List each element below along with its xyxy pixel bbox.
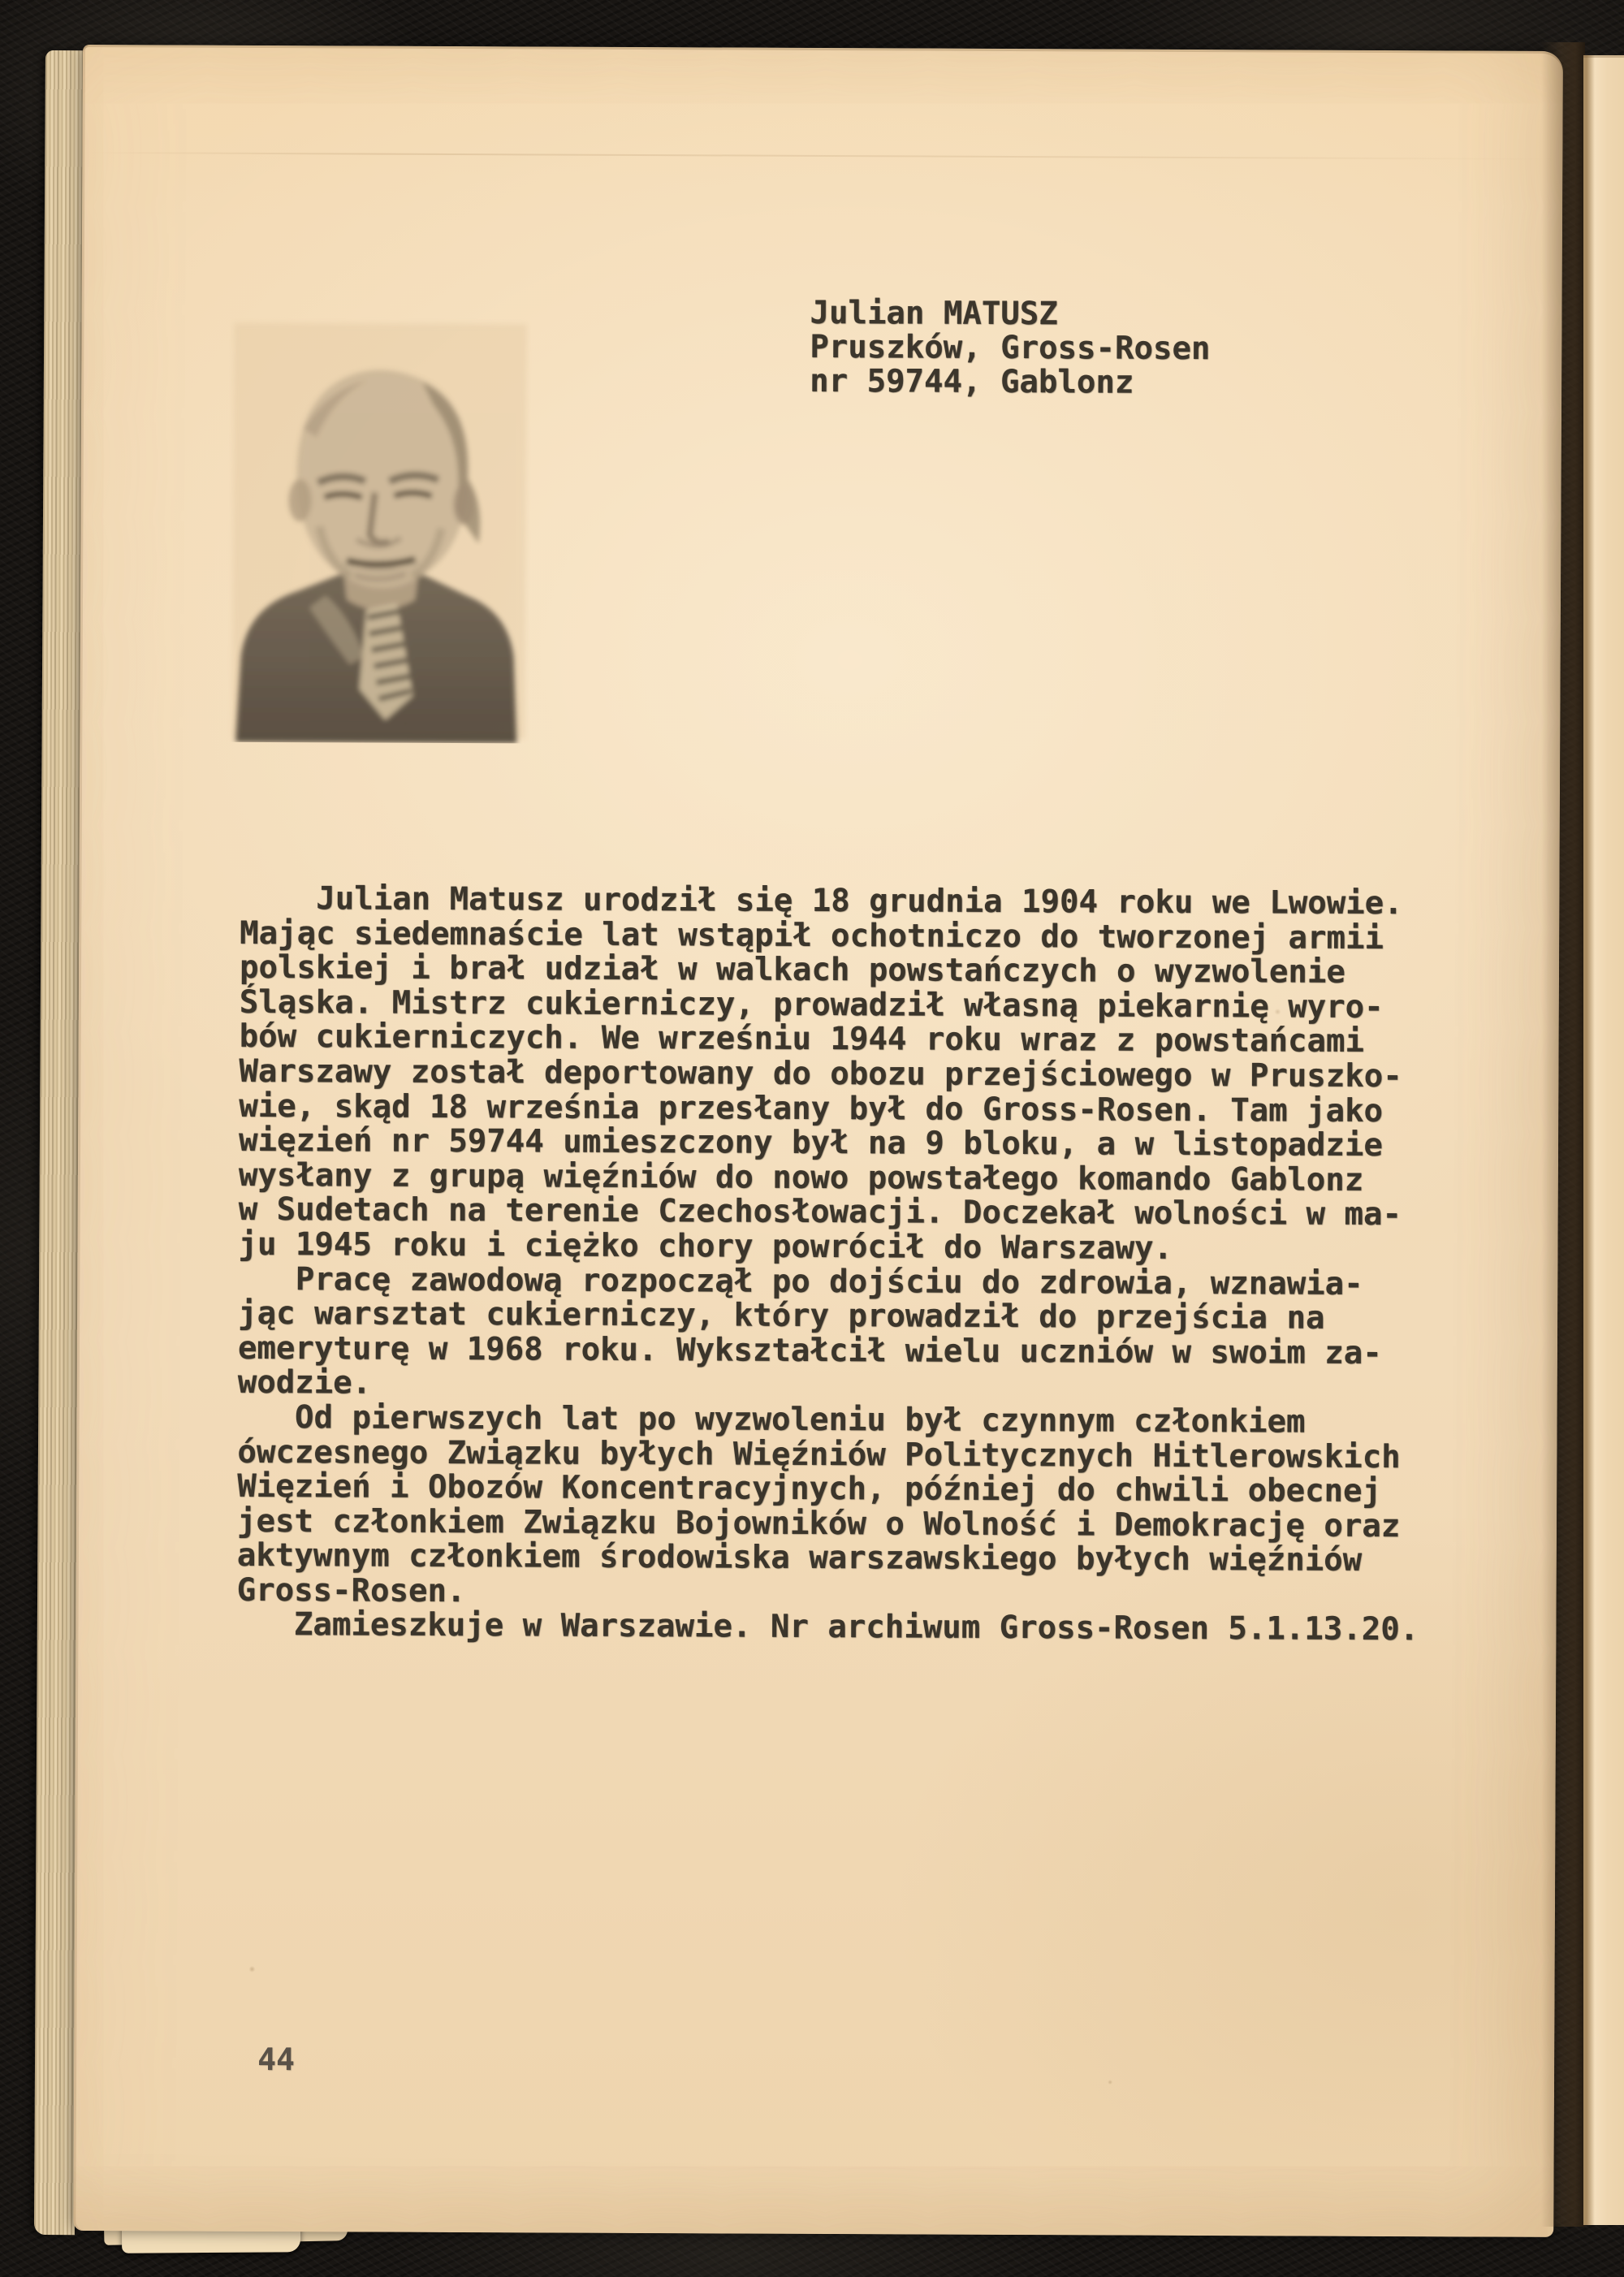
next-page-sliver — [1583, 55, 1624, 2225]
biography-text: Julian Matusz urodził się 18 grudnia 1904 roku we Lwowie. Mając siedemnaście lat wstąpił ochotniczo do tworzonej armii polskiej i brał udział w walkach powstańczych o wyzwolenie Śląska. Mistrz cukierniczy, prowadził własną piekarnię wyro- bów cukierniczych. We wrześniu 1944 roku wraz z powstańcami Warszawy został deportowany do obozu przejściowego w Pruszko- wie, skąd 18 września przesłany był do Gross-Rosen. Tam jako więzień nr 59744 umieszczony był na 9 bloku, a w listopadzie wysłany z grupą więźniów do nowo powstałego komando Gablonz w Sudetach na terenie Czechosłowacji. Doczekał wolności w ma- ju 1945 roku i ciężko chory powrócił do Warszawy. Pracę zawodową rozpoczął po dojściu do zdrowia, wznawia- jąc warsztat cukierniczy, który prowadził do przejścia na emeryturę w 1968 roku. Wykształcił wielu uczniów w swoim za- wodzie. Od pierwszych lat po wyzwoleniu był czynnym członkiem ówczesnego Związku byłych Więźniów Politycznych Hitlerowskich Więzień i Obozów Koncentracyjnych, później do chwili obecnej jest członkiem Związku Bojowników o Wolność i Demokrację oraz aktywnym członkiem środowiska warszawskiego byłych więźniów Gross-Rosen. Zamieszkuje w Warszawie. Nr archiwum Gross-Rosen 5.1.13.20. — [236, 879, 1419, 1648]
book-page — [73, 45, 1563, 2237]
page-number: 44 — [257, 2041, 296, 2078]
portrait-photo-image — [227, 315, 531, 744]
page-gutter-shadow — [1541, 42, 1585, 2227]
portrait-photo — [227, 315, 531, 744]
photo-caption: Julian MATUSZ Pruszków, Gross-Rosen nr 59744, Gablonz — [810, 294, 1211, 401]
